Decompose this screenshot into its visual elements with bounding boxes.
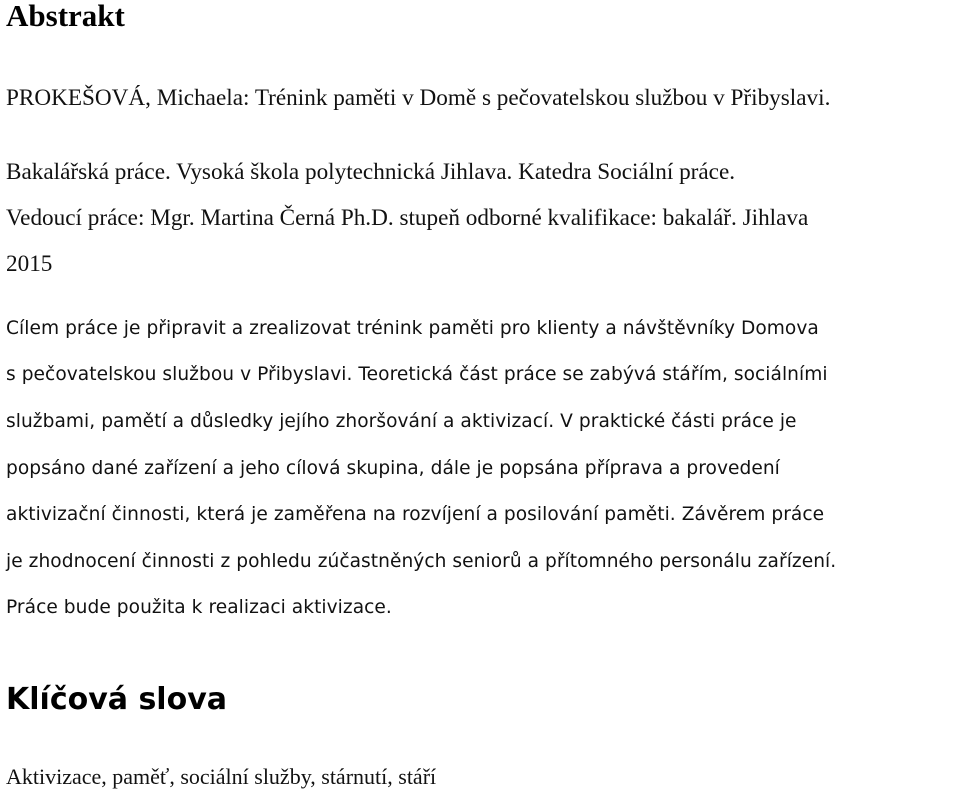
abstract-text-line: službami, pamětí a důsledky jejího zhoršování a aktivizací. V praktické části práce je: [6, 411, 797, 432]
abstract-text-line: aktivizační činnosti, která je zaměřena na rozvíjení a posilování paměti. Závěrem práce: [6, 504, 825, 525]
abstract-text-line: Práce bude použita k realizaci aktivizace.: [6, 597, 392, 618]
abstract-text-line: s pečovatelskou službou v Přibyslavi. Teoretická část práce se zabývá stářím, sociálními: [6, 364, 828, 385]
abstract-text-line: je zhodnocení činnosti z pohledu zúčastněných seniorů a přítomného personálu zařízení.: [6, 551, 837, 572]
citation-line-supervisor: Vedoucí práce: Mgr. Martina Černá Ph.D. stupeň odborné kvalifikace: bakalář. Jihlava: [6, 205, 809, 231]
abstract-text-line: popsáno dané zařízení a jeho cílová skupina, dále je popsána příprava a provedení: [6, 458, 780, 479]
abstract-text-line: Cílem práce je připravit a zrealizovat trénink paměti pro klienty a návštěvníky Domova: [6, 318, 819, 339]
keywords-list: Aktivizace, paměť, sociální služby, stárnutí, stáří: [6, 764, 437, 789]
citation-line-author-title: PROKEŠOVÁ, Michaela: Trénink paměti v Domě s pečovatelskou službou v Přibyslavi.: [6, 85, 831, 111]
abstract-heading: Abstrakt: [6, 0, 125, 33]
citation-line-thesis-info: Bakalářská práce. Vysoká škola polytechnická Jihlava. Katedra Sociální práce.: [6, 159, 736, 185]
keywords-heading: Klíčová slova: [6, 682, 228, 717]
citation-line-year: 2015: [6, 251, 53, 277]
